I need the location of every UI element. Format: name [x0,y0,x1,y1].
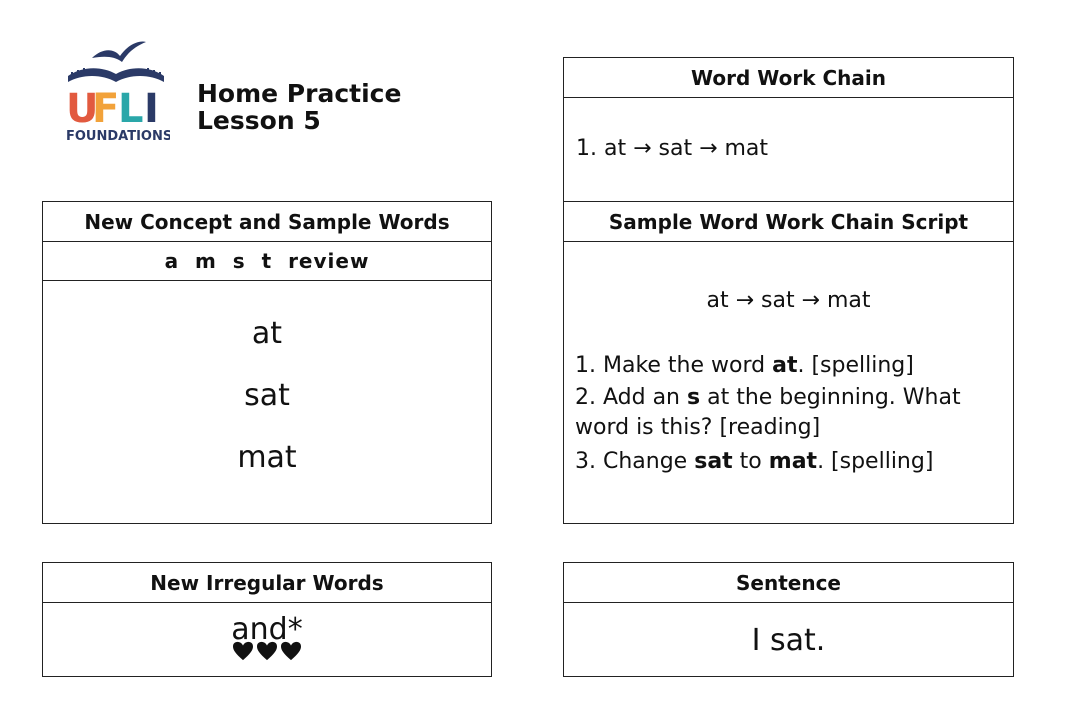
irregular-word: and* [231,612,303,647]
heart-icon [232,641,254,661]
step-word: sat [694,449,733,474]
sentence-box [563,562,1014,677]
word-work-chain-item: 1. at → sat → mat [576,136,769,161]
sample-word: sat [244,378,290,413]
concept-subheading [43,242,491,281]
svg-text:F: F [92,86,120,132]
step-word: at [772,353,798,378]
new-concept-box [42,201,492,524]
irregular-words-heading: New Irregular Words [43,563,491,603]
step-text: . [spelling] [797,353,914,378]
title-line-1: Home Practice [197,79,402,108]
script-step-1 [575,351,999,381]
ufli-logo [62,36,170,146]
svg-text:L: L [118,86,144,132]
step-text: . [spelling] [817,449,934,474]
script-chain: at → sat → mat [706,288,871,313]
step-word: s [687,385,701,410]
sentence-heading: Sentence [564,563,1013,603]
step-text: to [732,449,769,474]
ufli-logo-graphic [62,36,170,146]
heart-icon [280,641,302,661]
word-work-chain-heading: Word Work Chain [564,58,1013,98]
title-line-2: Lesson 5 [197,106,321,135]
script-step-2 [575,383,999,443]
svg-text:I: I [144,86,159,132]
heart-icon [256,641,278,661]
step-text: 2. Add an [575,385,687,410]
sentence-text: I sat. [751,623,826,658]
sample-word-list [43,281,491,489]
sample-word: mat [237,440,297,475]
script-steps [575,351,999,477]
irregular-words-box [42,562,492,677]
svg-text:U: U [66,86,99,132]
sample-word: at [251,316,283,351]
step-text: 1. Make the word [575,353,773,378]
step-text: at the beginning. What word is this? [reading] [575,385,961,440]
new-concept-heading: New Concept and Sample Words [43,202,491,242]
word-work-chain-box [563,57,1014,203]
script-step-3 [575,447,999,477]
logo-subtitle: FOUNDATIONS [66,129,170,144]
step-word: mat [768,449,818,474]
concept-subheading-text: a m s t review [164,249,370,273]
page-title [197,80,401,134]
heart-marks [43,641,491,661]
script-heading: Sample Word Work Chain Script [564,202,1013,242]
step-text: 3. Change [575,449,695,474]
script-box [563,201,1014,524]
